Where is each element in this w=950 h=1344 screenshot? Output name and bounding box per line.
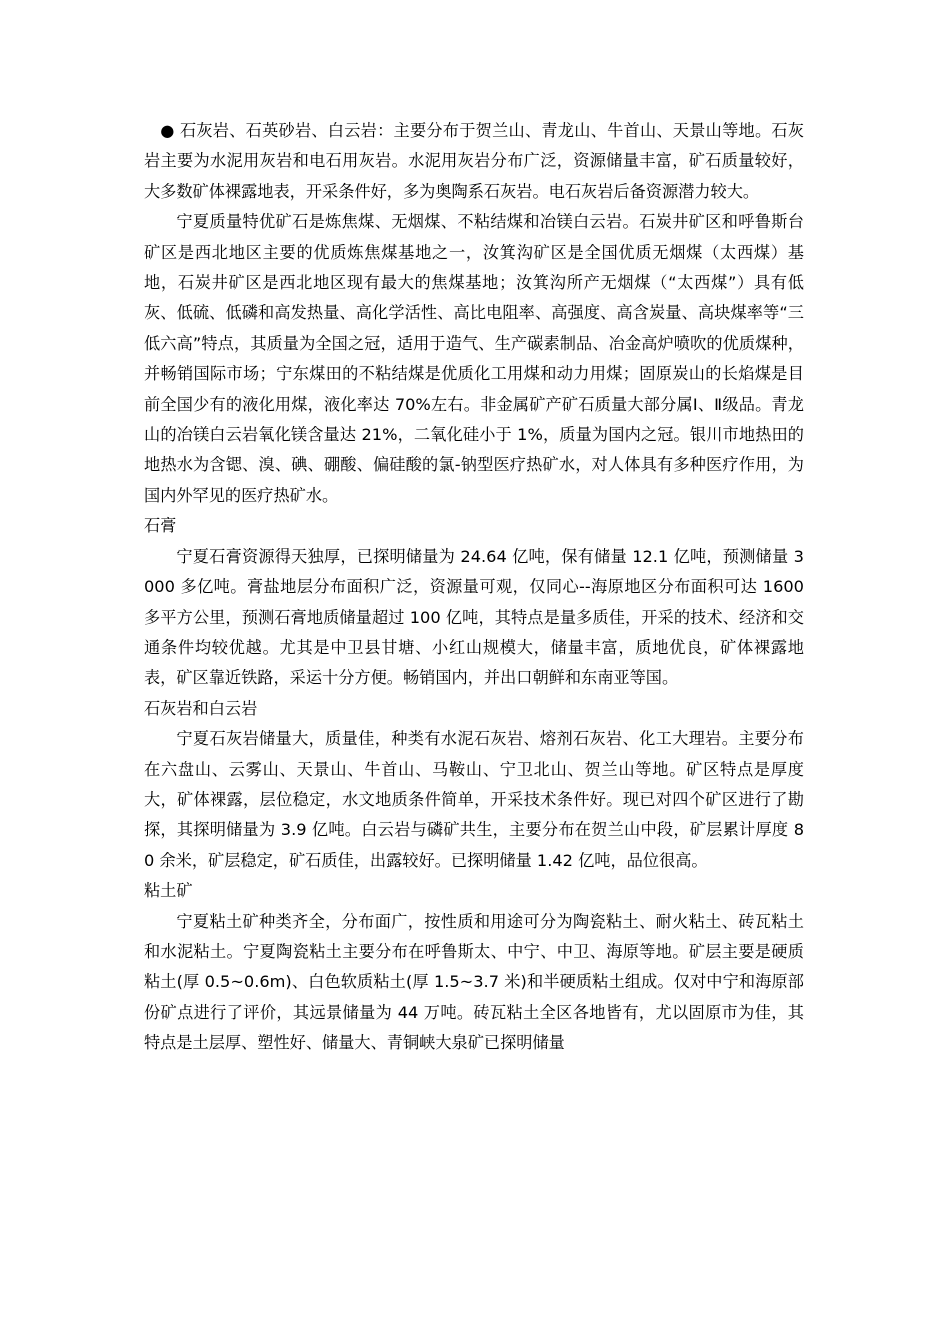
section-heading-clay: 粘土矿	[144, 881, 193, 901]
section-heading-gypsum: 石膏	[144, 516, 177, 536]
paragraph-text: 石灰岩、石英砂岩、白云岩：主要分布于贺兰山、青龙山、牛首山、天景山等地。石灰岩主要为水泥用灰岩和电石用灰岩。水泥用灰岩分布广泛，资源储量丰富，矿石质量较好，大多数矿体裸露地表，开采条件好，多为奥陶系石灰岩。电石灰岩后备资源潜力较大。	[144, 121, 804, 201]
paragraph-limestone-dolomite: 宁夏石灰岩储量大，质量佳，种类有水泥石灰岩、熔剂石灰岩、化工大理岩。主要分布在六盘山、云雾山、天景山、牛首山、马鞍山、宁卫北山、贺兰山等地。矿区特点是厚度大，矿体裸露，层位稳定，水文地质条件简单，开采技术条件好。现已对四个矿区进行了勘探，其探明储量为 3.9 亿吨。白云岩与磷矿共生，主要分布在贺兰山中段，矿层累计厚度 80 余米，矿层稳定，矿石质佳，出露较好。已探明储量 1.42 亿吨，品位很高。	[144, 729, 804, 870]
bullet-icon: ●	[160, 121, 175, 140]
paragraph-limestone-summary	[144, 116, 804, 207]
document-page	[144, 116, 804, 1059]
section-heading-limestone-dolomite: 石灰岩和白云岩	[144, 698, 258, 718]
paragraph-clay: 宁夏粘土矿种类齐全，分布面广，按性质和用途可分为陶瓷粘土、耐火粘土、砖瓦粘土和水泥粘土。宁夏陶瓷粘土主要分布在呼鲁斯太、中宁、中卫、海原等地。矿层主要是硬质粘土(厚 0.5~0.6m)、白色软质粘土(厚 1.5~3.7 米)和半硬质粘土组成。仅对中宁和海原部份矿点进行了评价，其远景储量为 44 万吨。砖瓦粘土全区各地皆有，尤以固原市为佳，其特点是土层厚、塑性好、储量大、青铜峡大泉矿已探明储量	[144, 911, 804, 1053]
paragraph-gypsum: 宁夏石膏资源得天独厚，已探明储量为 24.64 亿吨，保有储量 12.1 亿吨，预测储量 3000 多亿吨。膏盐地层分布面积广泛，资源量可观，仅同心--海原地区分布面积可达 1600 多平方公里，预测石膏地质储量超过 100 亿吨，其特点是量多质佳，开采的技术、经济和交通条件均较优越。尤其是中卫县甘塘、小红山规模大，储量丰富，质地优良，矿体裸露地表，矿区靠近铁路，采运十分方便。畅销国内，并出口朝鲜和东南亚等国。	[144, 546, 804, 688]
paragraph-quality-ores: 宁夏质量特优矿石是炼焦煤、无烟煤、不粘结煤和冶镁白云岩。石炭井矿区和呼鲁斯台矿区是西北地区主要的优质炼焦煤基地之一，汝箕沟矿区是全国优质无烟煤（太西煤）基地，石炭井矿区是西北地区现有最大的焦煤基地；汝箕沟所产无烟煤（“太西煤”）具有低灰、低硫、低磷和高发热量、高化学活性、高比电阻率、高强度、高含炭量、高块煤率等“三低六高”特点，其质量为全国之冠，适用于造气、生产碳素制品、冶金高炉喷吹的优质煤种，并畅销国际市场；宁东煤田的不粘结煤是优质化工用煤和动力用煤；固原炭山的长焰煤是目前全国少有的液化用煤，液化率达 70%左右。非金属矿产矿石质量大部分属Ⅰ、Ⅱ级品。青龙山的冶镁白云岩氧化镁含量达 21%，二氧化硅小于 1%，质量为国内之冠。银川市地热田的地热水为含锶、溴、碘、硼酸、偏硅酸的氯-钠型医疗热矿水，对人体具有多种医疗作用，为国内外罕见的医疗热矿水。	[144, 212, 804, 505]
